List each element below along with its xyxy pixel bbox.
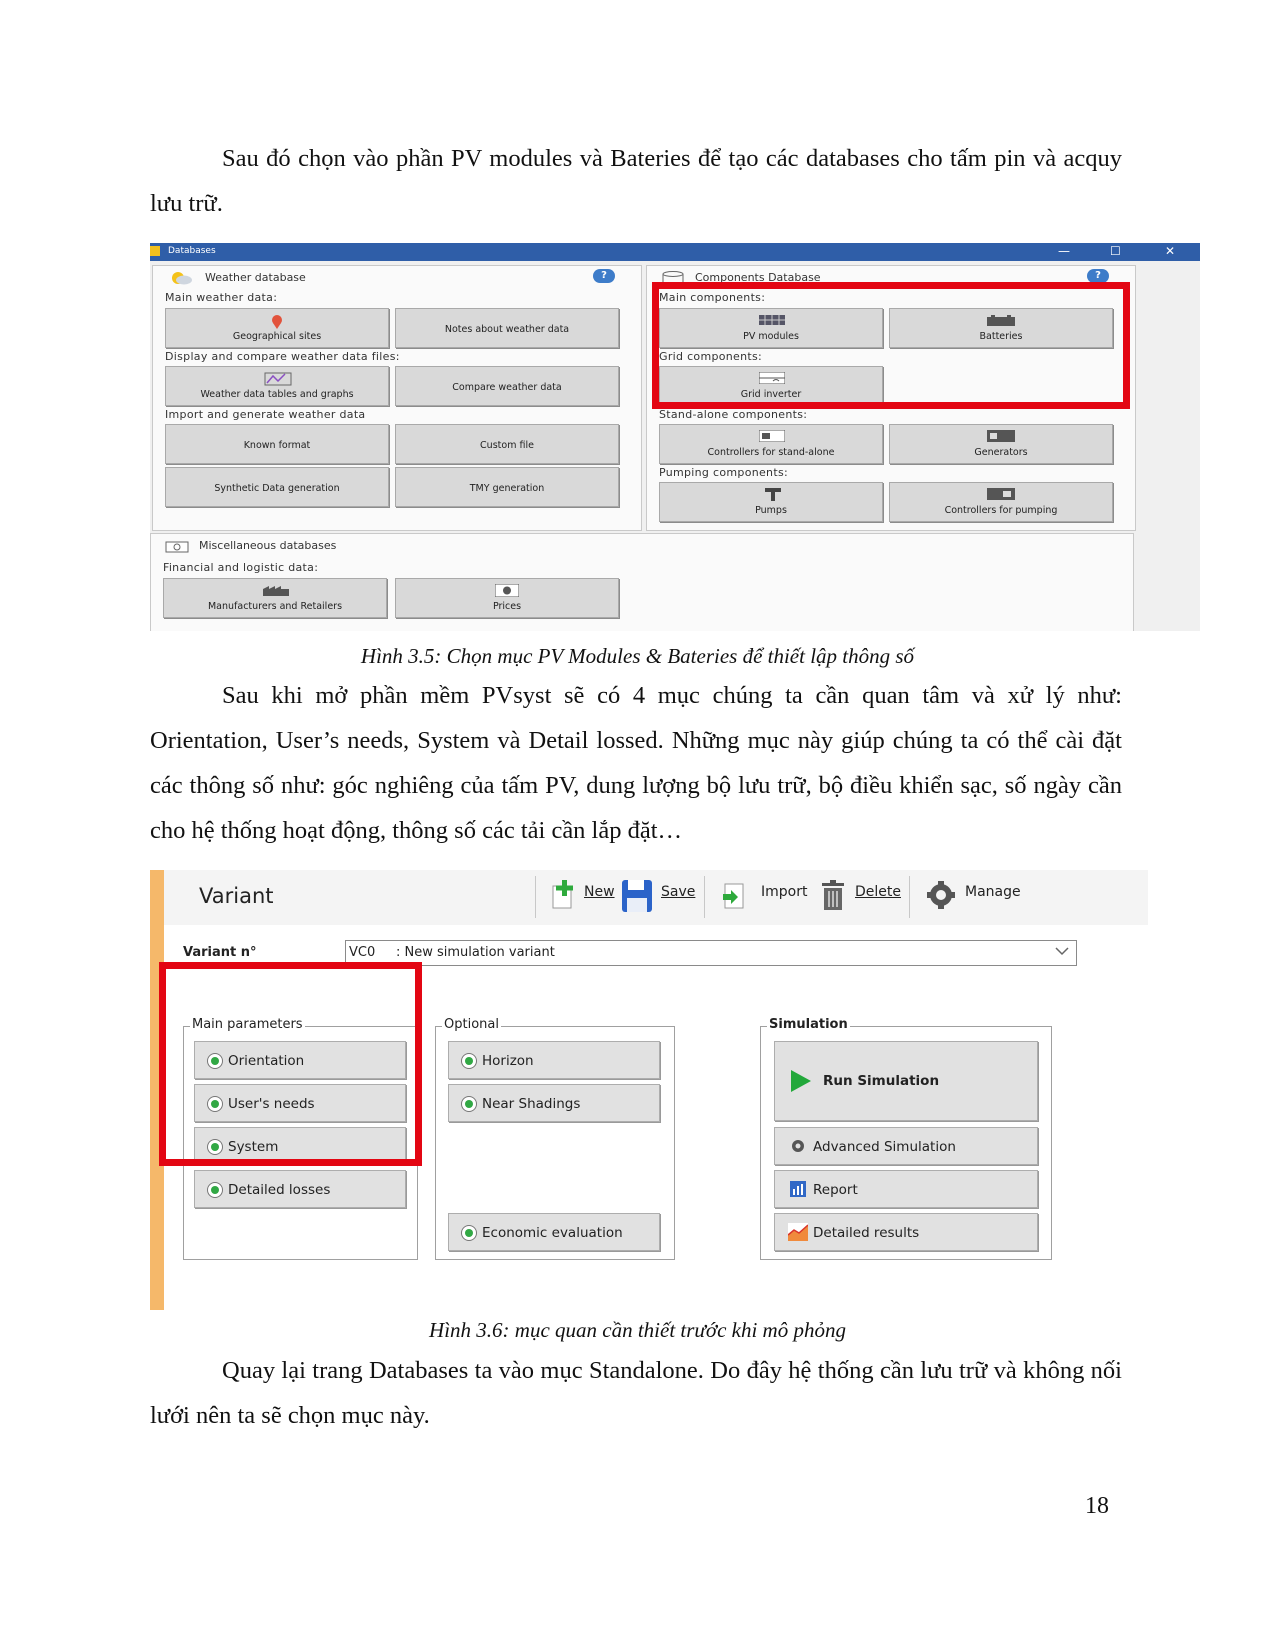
toolbar-separator bbox=[704, 876, 705, 918]
prices-label: Prices bbox=[492, 601, 522, 612]
controllers-standalone-button[interactable] bbox=[659, 424, 883, 464]
controllers-pumping-label: Controllers for pumping bbox=[944, 505, 1058, 516]
financial-logistic-section: Financial and logistic data: bbox=[163, 561, 319, 574]
import-button[interactable]: Import bbox=[761, 884, 808, 900]
geographical-sites-button[interactable] bbox=[165, 308, 389, 348]
weather-database-panel bbox=[152, 265, 642, 531]
highlight-box bbox=[652, 282, 1130, 409]
components-database-header: Components Database bbox=[695, 271, 821, 284]
chart-icon bbox=[264, 372, 292, 389]
custom-file-label: Custom file bbox=[480, 440, 534, 451]
save-icon[interactable] bbox=[622, 880, 652, 916]
custom-file-button[interactable] bbox=[395, 424, 619, 464]
optional-title: Optional bbox=[444, 1017, 499, 1032]
detailed-losses-label: Detailed losses bbox=[228, 1182, 331, 1198]
system-label: System bbox=[228, 1139, 279, 1155]
save-button[interactable]: Save bbox=[661, 884, 696, 900]
run-simulation-button[interactable] bbox=[774, 1041, 1038, 1121]
chevron-down-icon bbox=[1054, 943, 1070, 963]
economic-evaluation-label: Economic evaluation bbox=[482, 1225, 623, 1241]
variant-title: Variant bbox=[199, 884, 274, 908]
compare-weather-label: Compare weather data bbox=[452, 382, 562, 393]
play-icon bbox=[791, 1070, 811, 1096]
near-shadings-label: Near Shadings bbox=[482, 1096, 581, 1112]
status-indicator-icon bbox=[461, 1053, 477, 1069]
detailed-results-label: Detailed results bbox=[813, 1225, 920, 1241]
notes-weather-button[interactable] bbox=[395, 308, 619, 348]
help-icon[interactable]: ? bbox=[593, 269, 615, 283]
paragraph-standalone: Quay lại trang Databases ta vào mục Standalone. Do đây hệ thống cần lưu trữ và không nối lưới nên ta sẽ chọn mục này. bbox=[150, 1357, 1122, 1429]
factory-icon bbox=[263, 585, 289, 599]
variant-name: : New simulation variant bbox=[396, 945, 555, 960]
import-icon[interactable] bbox=[721, 880, 747, 914]
compare-weather-button[interactable] bbox=[395, 366, 619, 406]
detailed-losses-button[interactable] bbox=[194, 1170, 406, 1208]
databases-titlebar bbox=[150, 243, 1200, 261]
status-indicator-icon bbox=[207, 1182, 223, 1198]
pumps-label: Pumps bbox=[755, 505, 787, 516]
tmy-generation-label: TMY generation bbox=[469, 483, 545, 494]
page-number: 18 bbox=[1085, 1493, 1109, 1519]
display-compare-section: Display and compare weather data files: bbox=[165, 350, 400, 363]
help-icon[interactable]: ? bbox=[1087, 269, 1109, 283]
economic-evaluation-button[interactable] bbox=[448, 1213, 660, 1251]
variant-select[interactable] bbox=[345, 940, 1077, 966]
sun-cloud-icon bbox=[167, 270, 193, 284]
variant-number-label: Variant n° bbox=[183, 945, 257, 960]
gear-icon[interactable] bbox=[927, 880, 955, 914]
main-weather-section: Main weather data: bbox=[165, 291, 278, 304]
trash-icon[interactable] bbox=[822, 880, 844, 914]
generator-icon bbox=[987, 430, 1015, 445]
report-icon bbox=[790, 1181, 806, 1201]
main-components-section: Main components: bbox=[659, 291, 766, 304]
toolbar-separator bbox=[535, 876, 536, 918]
detailed-results-button[interactable] bbox=[774, 1213, 1038, 1251]
close-button[interactable]: ✕ bbox=[1165, 244, 1176, 258]
simulation-group bbox=[760, 1017, 1052, 1260]
import-generate-section: Import and generate weather data bbox=[165, 408, 366, 421]
window-title: Databases bbox=[168, 246, 216, 256]
run-simulation-label: Run Simulation bbox=[823, 1073, 940, 1089]
controllers-standalone-label: Controllers for stand-alone bbox=[707, 447, 835, 458]
batteries-label: Batteries bbox=[979, 331, 1023, 342]
pumping-components-section: Pumping components: bbox=[659, 466, 788, 479]
status-indicator-icon bbox=[461, 1225, 477, 1241]
status-indicator-icon bbox=[461, 1096, 477, 1112]
report-button[interactable] bbox=[774, 1170, 1038, 1208]
synthetic-data-button[interactable] bbox=[165, 467, 389, 507]
databases-window bbox=[150, 243, 1200, 631]
report-label: Report bbox=[813, 1182, 858, 1198]
weather-tables-button[interactable] bbox=[165, 366, 389, 406]
manufacturers-label: Manufacturers and Retailers bbox=[207, 601, 343, 612]
generators-button[interactable] bbox=[889, 424, 1113, 464]
money-icon bbox=[495, 584, 519, 600]
new-icon[interactable] bbox=[552, 880, 578, 914]
horizon-label: Horizon bbox=[482, 1053, 534, 1069]
misc-database-icon bbox=[165, 538, 189, 557]
horizon-button[interactable] bbox=[448, 1041, 660, 1079]
misc-database-header: Miscellaneous databases bbox=[199, 539, 337, 552]
pump-controller-icon bbox=[987, 488, 1015, 503]
maximize-button[interactable]: ☐ bbox=[1110, 244, 1121, 258]
gear-icon bbox=[790, 1138, 806, 1158]
near-shadings-button[interactable] bbox=[448, 1084, 660, 1122]
figure-3-5-caption: Hình 3.5: Chọn mục PV Modules & Bateries để thiết lập thông số bbox=[360, 644, 915, 668]
orientation-label: Orientation bbox=[228, 1053, 305, 1069]
pv-modules-label: PV modules bbox=[743, 331, 799, 342]
misc-database-panel bbox=[150, 533, 1134, 631]
main-parameters-title: Main parameters bbox=[192, 1017, 303, 1032]
geographical-sites-label: Geographical sites bbox=[232, 331, 322, 342]
simulation-title: Simulation bbox=[769, 1017, 848, 1032]
variant-window bbox=[150, 870, 1148, 1310]
figure-3-6-caption: Hình 3.6: mục quan cần thiết trước khi mô phỏng bbox=[429, 1318, 846, 1342]
variant-code: VC0 bbox=[349, 945, 376, 960]
optional-group bbox=[435, 1017, 675, 1260]
manage-button[interactable]: Manage bbox=[965, 884, 1021, 900]
pumps-button[interactable] bbox=[659, 482, 883, 522]
variant-header bbox=[164, 870, 1148, 925]
toolbar-separator bbox=[909, 876, 910, 918]
paragraph-intro: Sau đó chọn vào phần PV modules và Bateries để tạo các databases cho tấm pin và acquy lưu trữ. bbox=[150, 145, 1122, 217]
weather-tables-label: Weather data tables and graphs bbox=[200, 389, 354, 400]
known-format-label: Known format bbox=[243, 440, 311, 451]
highlight-box bbox=[159, 962, 422, 1166]
line-chart-icon bbox=[788, 1223, 808, 1245]
prices-button[interactable] bbox=[395, 578, 619, 618]
tmy-generation-button[interactable] bbox=[395, 467, 619, 507]
pump-icon bbox=[763, 487, 783, 504]
new-button[interactable]: New bbox=[584, 884, 615, 900]
known-format-button[interactable] bbox=[165, 424, 389, 464]
paragraph-pvsyst: Sau khi mở phần mềm PVsyst sẽ có 4 mục chúng ta cần quan tâm và xử lý như: Orientation, User’s needs, System và Detail lossed. Những mục này giúp chúng ta có thể cài đặt các thông số như: góc nghiêng của tấm PV, dung lượng bộ lưu trữ, bộ điều khiển sạc, số ngày cần cho hệ thống hoạt động, thông số các tải cần lắp đặt… bbox=[150, 682, 1122, 844]
manufacturers-button[interactable] bbox=[163, 578, 387, 618]
delete-button[interactable]: Delete bbox=[855, 884, 901, 900]
grid-components-section: Grid components: bbox=[659, 350, 763, 363]
users-needs-label: User's needs bbox=[228, 1096, 315, 1112]
grid-inverter-label: Grid inverter bbox=[740, 389, 802, 400]
generators-label: Generators bbox=[974, 447, 1028, 458]
synthetic-data-label: Synthetic Data generation bbox=[214, 483, 340, 494]
standalone-components-section: Stand-alone components: bbox=[659, 408, 808, 421]
advanced-simulation-label: Advanced Simulation bbox=[813, 1139, 956, 1155]
advanced-simulation-button[interactable] bbox=[774, 1127, 1038, 1165]
minimize-button[interactable]: — bbox=[1058, 244, 1070, 258]
app-icon bbox=[150, 246, 160, 256]
weather-database-header: Weather database bbox=[205, 271, 306, 284]
notes-weather-label: Notes about weather data bbox=[444, 324, 570, 335]
controllers-pumping-button[interactable] bbox=[889, 482, 1113, 522]
controller-icon bbox=[759, 430, 785, 445]
